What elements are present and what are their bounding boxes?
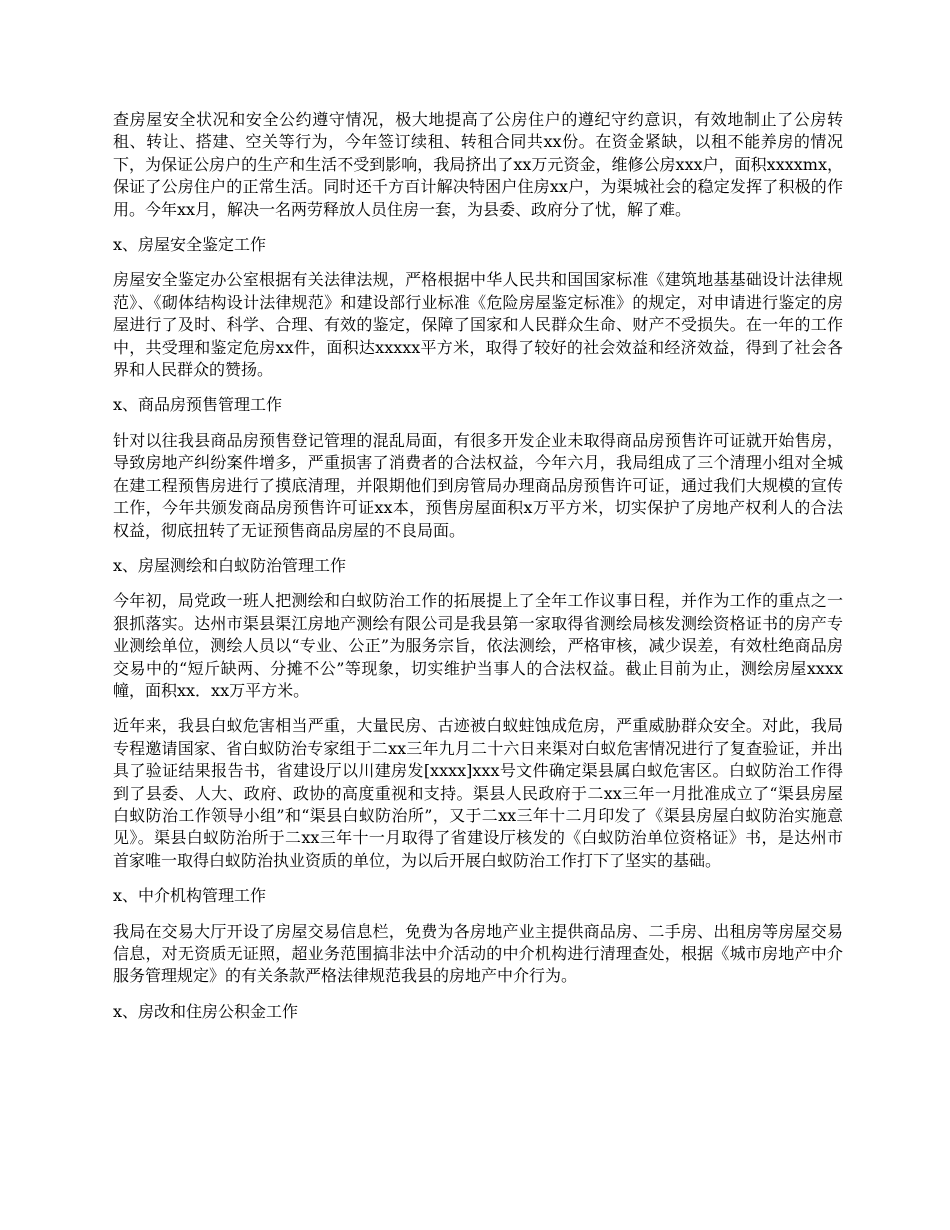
heading-housing-reform-fund: x、房改和住房公积金工作 (113, 1001, 299, 1021)
paragraph-surveying: 今年初，局党政一班人把测绘和白蚁防治工作的拓展提上了全年工作议事日程，并作为工作的重点之一狠抓落实。达州市渠县渠江房地产测绘有限公司是我县第一家取得省测绘局核发测绘资格证书的房产专业测绘单位，测绘人员以“专业、公正”为服务宗旨，依法测绘，严格审核，减少误差，有效杜绝商品房交易中的“短斤缺两、分摊不公”等现象，切实维护当事人的合法权益。截止目前为止，测绘房屋xxxx幢，面积xx．xx万平方米。 (113, 591, 843, 700)
paragraph-house-safety-appraisal: 房屋安全鉴定办公室根据有关法律法规，严格根据中华人民共和国国家标准《建筑地基基础设计法律规范》、《砌体结构设计法律规范》和建设部行业标准《危险房屋鉴定标准》的规定，对申请进行鉴定的房屋进行了及时、科学、合理、有效的鉴定，保障了国家和人民群众生命、财产不受损失。在一年的工作中，共受理和鉴定危房xx件，面积达xxxxx平方米，取得了较好的社会效益和经济效益，得到了社会各界和人民群众的赞扬。 (113, 270, 843, 380)
heading-surveying-termite: x、房屋测绘和白蚁防治管理工作 (113, 555, 347, 575)
heading-house-safety-appraisal: x、房屋安全鉴定工作 (113, 235, 267, 255)
paragraph-termite: 近年来，我县白蚁危害相当严重，大量民房、古迹被白蚁蛀蚀成危房，严重威胁群众安全。对此，我局专程邀请国家、省白蚁防治专家组于二xx三年九月二十六日来渠对白蚁危害情况进行了复查验证，并出具了验证结果报告书，省建设厅以川建房发[xxxx]xxx号文件确定渠县属白蚁危害区。白蚁防治工作得到了县委、人大、政府、政协的高度重视和支持。渠县人民政府于二xx三年一月批准成立了“渠县房屋白蚁防治工作领导小组”和“渠县白蚁防治所”，又于二xx三年十二月印发了《渠县房屋白蚁防治实施意见》。渠县白蚁防治所于二xx三年十一月取得了省建设厅核发的《白蚁防治单位资格证》书，是达州市首家唯一取得白蚁防治执业资质的单位，为以后开展白蚁防治工作打下了坚实的基础。 (113, 716, 843, 870)
heading-agency-management: x、中介机构管理工作 (113, 886, 267, 906)
heading-presale-management: x、商品房预售管理工作 (113, 395, 283, 415)
paragraph-presale-management: 针对以往我县商品房预售登记管理的混乱局面，有很多开发企业未取得商品房预售许可证就开始售房，导致房地产纠纷案件增多，严重损害了消费者的合法权益，今年六月，我局组成了三个清理小组对全城在建工程预售房进行了摸底清理，并限期他们到房管局办理商品房预售许可证，通过我们大规模的宣传工作，今年共颁发商品房预售许可证xx本，预售房屋面积x万平方米，切实保护了房地产权利人的合法权益，彻底扭转了无证预售商品房屋的不良局面。 (113, 430, 843, 540)
paragraph-agency-management: 我局在交易大厅开设了房屋交易信息栏，免费为各房地产业主提供商品房、二手房、出租房等房屋交易信息，对无资质无证照，超业务范围搞非法中介活动的中介机构进行清理查处，根据《城市房地产中介服务管理规定》的有关条款严格法律规范我县的房地产中介行为。 (113, 921, 843, 986)
document-page (113, 109, 843, 1036)
paragraph-public-housing: 查房屋安全状况和安全公约遵守情况，极大地提高了公房住户的遵纪守约意识，有效地制止了公房转租、转让、搭建、空关等行为，今年签订续租、转租合同共xx份。在资金紧缺，以租不能养房的情况下，为保证公房户的生产和生活不受到影响，我局挤出了xx万元资金，维修公房xxx户，面积xxxxmx，保证了公房住户的正常生活。同时还千方百计解决特困户住房xx户，为渠城社会的稳定发挥了积极的作用。今年xx月，解决一名两劳释放人员住房一套，为县委、政府分了忧，解了难。 (113, 110, 843, 219)
